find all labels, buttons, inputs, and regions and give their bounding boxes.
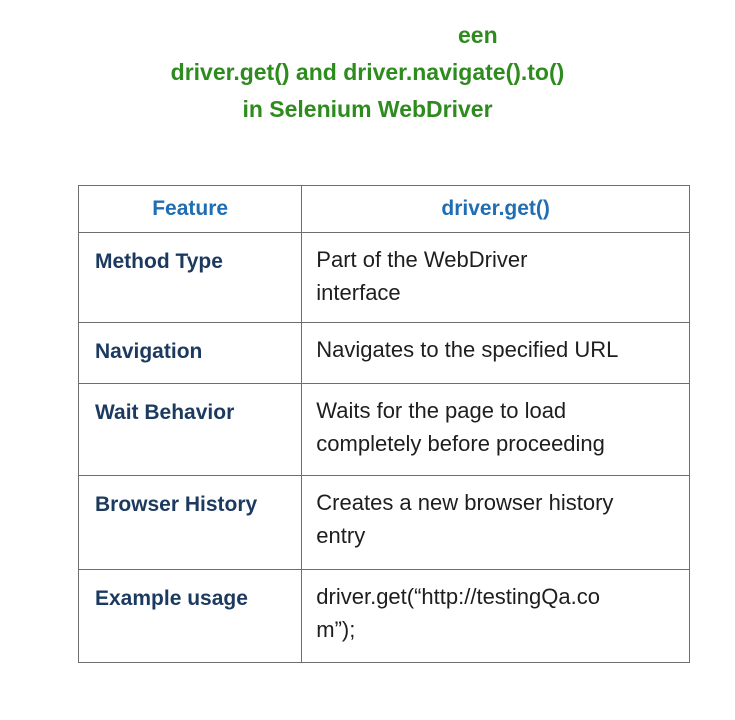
- description-line: m”);: [316, 617, 356, 642]
- table-row: [79, 233, 690, 323]
- title-line-2: in Selenium WebDriver: [242, 96, 493, 122]
- description-cell: [302, 570, 690, 663]
- description-line: Waits for the page to load: [316, 398, 567, 423]
- description-line: interface: [316, 280, 401, 305]
- header-feature: Feature: [79, 186, 302, 233]
- feature-cell: Navigation: [79, 323, 302, 384]
- table-row: [79, 323, 690, 384]
- feature-cell: Method Type: [79, 233, 302, 323]
- feature-cell: Browser History: [79, 476, 302, 570]
- table-row: [79, 476, 690, 570]
- table-header-row: [79, 186, 690, 233]
- description-line: driver.get(“http://testingQa.co: [316, 584, 600, 609]
- description-cell: [302, 323, 690, 384]
- feature-cell: Wait Behavior: [79, 384, 302, 476]
- comparison-table-container: [78, 185, 720, 642]
- table-row: [79, 384, 690, 476]
- description-line: Part of the WebDriver: [316, 247, 528, 272]
- description-cell: [302, 476, 690, 570]
- description-line: Navigates to the specified URL: [316, 337, 619, 362]
- feature-cell: Example usage: [79, 570, 302, 663]
- comparison-table: [78, 185, 690, 663]
- title-line-1: driver.get() and driver.navigate().to(): [170, 59, 565, 85]
- description-cell: [302, 384, 690, 476]
- title-fragment: een: [458, 22, 498, 48]
- description-line: completely before proceeding: [316, 431, 605, 456]
- description-line: entry: [316, 523, 366, 548]
- description-cell: [302, 233, 690, 323]
- table-row: [79, 570, 690, 663]
- header-driver-get: driver.get(): [302, 186, 690, 233]
- description-line: Creates a new browser history: [316, 490, 614, 515]
